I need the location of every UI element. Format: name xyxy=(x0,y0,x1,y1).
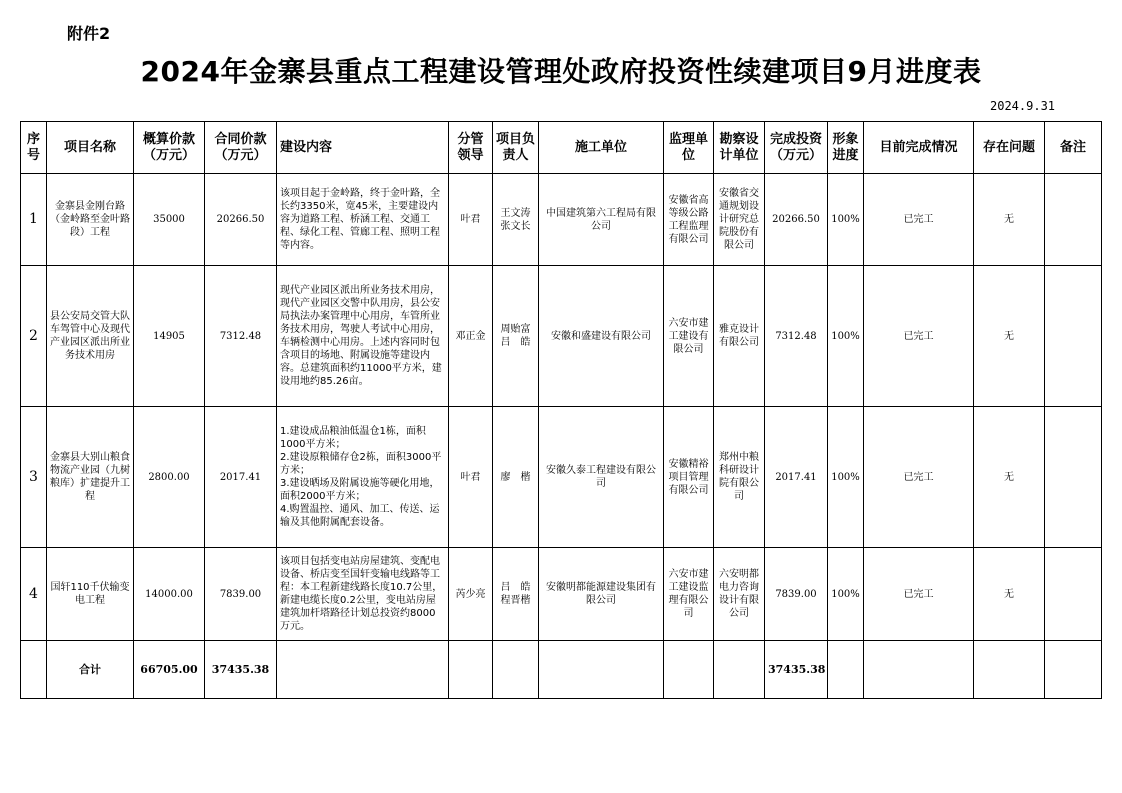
cell-designer: 六安明都电力咨询设计有限公司 xyxy=(714,548,765,641)
cell-remark xyxy=(1045,548,1102,641)
cell-leader: 邓正金 xyxy=(449,266,493,407)
header-invest: 完成投资（万元） xyxy=(765,122,828,174)
cell-budget: 35000 xyxy=(134,174,205,266)
cell-content: 该项目包括变电站房屋建筑、变配电设备、桥店变至国轩变输电线路等工程：本工程新建线路长度10.7公里，新建电缆长度0.2公里，变电站房屋建筑加杆塔路径计划总投资约8000万元。 xyxy=(277,548,449,641)
cell-supervisor: 安徽省高等级公路工程监理有限公司 xyxy=(664,174,714,266)
cell-status: 已完工 xyxy=(864,407,974,548)
total-contract: 37435.38 xyxy=(205,641,277,699)
header-seq: 序号 xyxy=(21,122,47,174)
cell-invest: 20266.50 xyxy=(765,174,828,266)
table-row xyxy=(21,548,1102,641)
cell-progress: 100% xyxy=(828,174,864,266)
cell-builder: 安徽久泰工程建设有限公司 xyxy=(539,407,664,548)
cell-progress: 100% xyxy=(828,548,864,641)
cell-remark xyxy=(1045,174,1102,266)
cell-remark xyxy=(1045,266,1102,407)
header-supervisor: 监理单位 xyxy=(664,122,714,174)
cell-content: 该项目起于金岭路，终于金叶路，全长约3350米，宽45米，主要建设内容为道路工程、桥涵工程、交通工程、绿化工程、管廊工程、照明工程等内容。 xyxy=(277,174,449,266)
cell-leader: 叶君 xyxy=(449,174,493,266)
header-row xyxy=(21,122,1102,174)
cell-seq: 1 xyxy=(21,174,47,266)
cell-manager: 吕 皓 程晋楷 xyxy=(493,548,539,641)
table-row xyxy=(21,407,1102,548)
cell-remark xyxy=(1045,407,1102,548)
cell-status: 已完工 xyxy=(864,174,974,266)
cell-progress: 100% xyxy=(828,407,864,548)
cell-issue xyxy=(974,641,1045,699)
attachment-label: 附件2 xyxy=(67,24,111,43)
cell-supervisor: 安徽精裕项目管理有限公司 xyxy=(664,407,714,548)
cell-supervisor: 六安市建工建设有限公司 xyxy=(664,266,714,407)
page-title: 2024年金寨县重点工程建设管理处政府投资性续建项目9月进度表 xyxy=(140,55,982,88)
cell-progress: 100% xyxy=(828,266,864,407)
header-name: 项目名称 xyxy=(47,122,134,174)
cell-leader: 芮少亮 xyxy=(449,548,493,641)
cell-supervisor: 六安市建工建设监理有限公司 xyxy=(664,548,714,641)
cell-name: 金寨县金刚台路（金岭路至金叶路段）工程 xyxy=(47,174,134,266)
cell-seq: 2 xyxy=(21,266,47,407)
cell-seq: 4 xyxy=(21,548,47,641)
header-budget: 概算价款（万元） xyxy=(134,122,205,174)
cell-builder: 安徽明都能源建设集团有限公司 xyxy=(539,548,664,641)
cell-manager: 廖 楷 xyxy=(493,407,539,548)
header-builder: 施工单位 xyxy=(539,122,664,174)
cell-contract: 7839.00 xyxy=(205,548,277,641)
cell-seq: 3 xyxy=(21,407,47,548)
cell-budget: 14000.00 xyxy=(134,548,205,641)
cell-designer: 安徽省交通规划设计研究总院股份有限公司 xyxy=(714,174,765,266)
cell-content xyxy=(277,641,449,699)
cell-name: 金寨县大别山粮食物流产业园（九树粮库）扩建提升工程 xyxy=(47,407,134,548)
cell-budget: 2800.00 xyxy=(134,407,205,548)
header-remark: 备注 xyxy=(1045,122,1102,174)
cell-issue: 无 xyxy=(974,407,1045,548)
cell-manager xyxy=(493,641,539,699)
cell-invest: 7312.48 xyxy=(765,266,828,407)
cell-budget: 14905 xyxy=(134,266,205,407)
cell-designer xyxy=(714,641,765,699)
cell-leader xyxy=(449,641,493,699)
header-issue: 存在问题 xyxy=(974,122,1045,174)
cell-contract: 7312.48 xyxy=(205,266,277,407)
cell-name: 国轩110千伏输变电工程 xyxy=(47,548,134,641)
cell-name: 县公安局交管大队车驾管中心及现代产业园区派出所业务技术用房 xyxy=(47,266,134,407)
header-content: 建设内容 xyxy=(277,122,449,174)
cell-remark xyxy=(1045,641,1102,699)
cell-invest: 7839.00 xyxy=(765,548,828,641)
cell-manager: 王文涛 张文长 xyxy=(493,174,539,266)
cell-manager: 周贻富 吕 皓 xyxy=(493,266,539,407)
cell-leader: 叶君 xyxy=(449,407,493,548)
cell-contract: 2017.41 xyxy=(205,407,277,548)
header-progress: 形象进度 xyxy=(828,122,864,174)
cell-seq xyxy=(21,641,47,699)
cell-builder: 安徽和盛建设有限公司 xyxy=(539,266,664,407)
header-contract: 合同价款（万元） xyxy=(205,122,277,174)
table-row xyxy=(21,174,1102,266)
cell-contract: 20266.50 xyxy=(205,174,277,266)
cell-supervisor xyxy=(664,641,714,699)
cell-status: 已完工 xyxy=(864,266,974,407)
table-row xyxy=(21,266,1102,407)
cell-status xyxy=(864,641,974,699)
cell-content: 现代产业园区派出所业务技术用房，现代产业园区交警中队用房，县公安局执法办案管理中心用房，车管所业务技术用房，驾驶人考试中心用房，车辆检测中心用房。上述内容同时包含项目的场地、附属设施等建设内容。总建筑面积约11000平方米，建设用地约85.26亩。 xyxy=(277,266,449,407)
cell-designer: 郑州中粮科研设计院有限公司 xyxy=(714,407,765,548)
total-row xyxy=(21,641,1102,699)
cell-issue: 无 xyxy=(974,174,1045,266)
header-status: 目前完成情况 xyxy=(864,122,974,174)
cell-progress xyxy=(828,641,864,699)
total-budget: 66705.00 xyxy=(134,641,205,699)
cell-issue: 无 xyxy=(974,266,1045,407)
cell-designer: 雅克设计有限公司 xyxy=(714,266,765,407)
cell-status: 已完工 xyxy=(864,548,974,641)
header-leader: 分管领导 xyxy=(449,122,493,174)
cell-content: 1.建设成品粮油低温仓1栋，面积1000平方米； 2.建设原粮储存仓2栋，面积3000平方米； 3.建设晒场及附属设施等硬化用地，面积2000平方米； 4.购置温控、通风、加工、传送、运输及其他附属配套设备。 xyxy=(277,407,449,548)
progress-table xyxy=(20,121,1102,699)
cell-builder xyxy=(539,641,664,699)
report-date: 2024.9.31 xyxy=(990,99,1056,113)
cell-builder: 中国建筑第六工程局有限公司 xyxy=(539,174,664,266)
cell-issue: 无 xyxy=(974,548,1045,641)
header-manager: 项目负责人 xyxy=(493,122,539,174)
total-invest: 37435.38 xyxy=(765,641,828,699)
total-label: 合计 xyxy=(47,641,134,699)
cell-invest: 2017.41 xyxy=(765,407,828,548)
header-designer: 勘察设计单位 xyxy=(714,122,765,174)
